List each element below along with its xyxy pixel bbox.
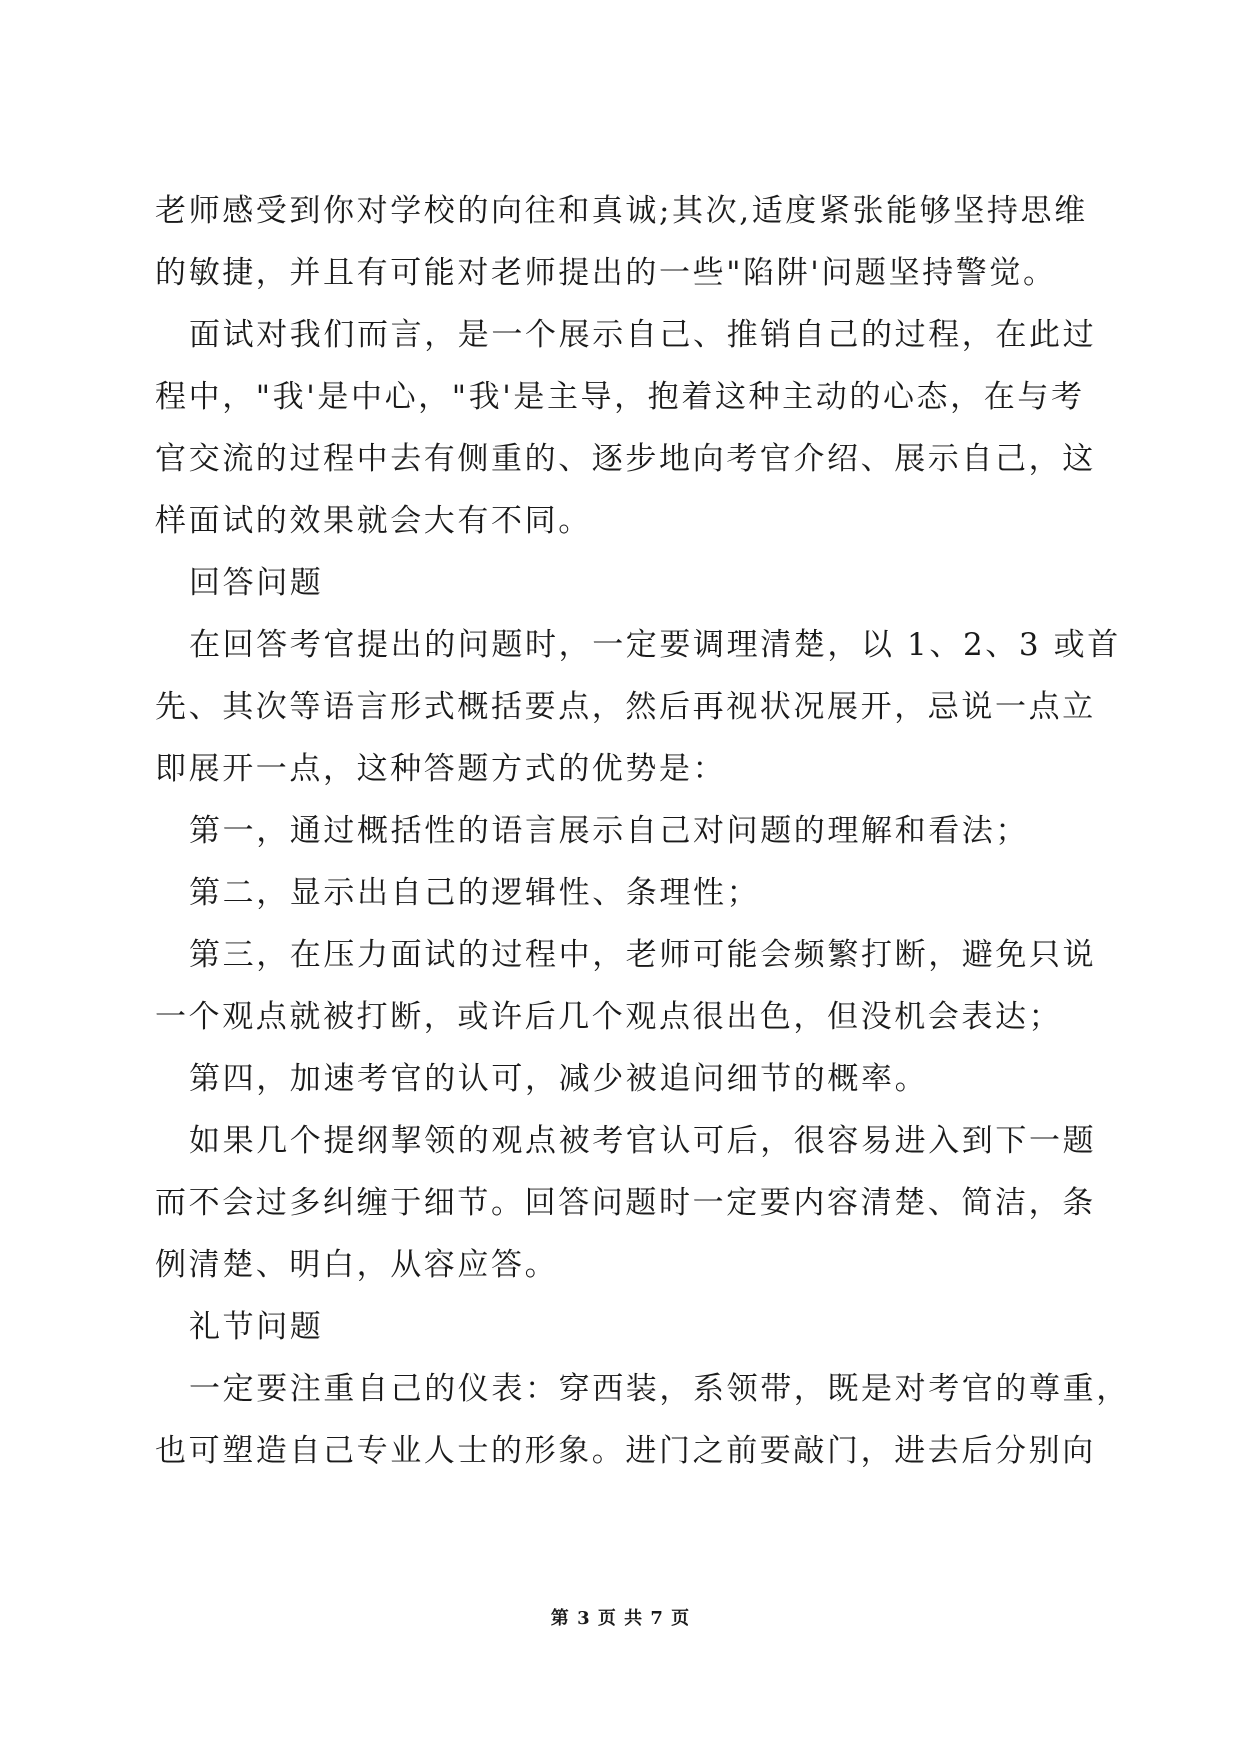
list-item: 第四，加速考官的认可，减少被追问细节的概率。 [189,1061,929,1097]
text-line: 例清楚、明白，从容应答。 [155,1247,559,1283]
section-heading: 礼节问题 [189,1309,324,1345]
text-line: 官交流的过程中去有侧重的、逐步地向考官介绍、展示自己，这 [155,441,1096,477]
section-heading: 回答问题 [189,565,324,601]
text-line: 程中，"我'是中心，"我'是主导，抱着这种主动的心态，在与考 [155,379,1085,415]
list-item: 第二，显示出自己的逻辑性、条理性； [189,875,761,911]
text-line: 一个观点就被打断，或许后几个观点很出色，但没机会表达； [155,999,1063,1035]
text-line: 即展开一点，这种答题方式的优势是： [155,751,727,787]
text-line: 先、其次等语言形式概括要点，然后再视状况展开，忌说一点立 [155,689,1096,725]
text-line: 的敏捷，并且有可能对老师提出的一些"陷阱'问题坚持警觉。 [155,255,1057,291]
text-line: 一定要注重自己的仪表：穿西装，系领带，既是对考官的尊重， [189,1371,1130,1407]
text-line: 面试对我们而言，是一个展示自己、推销自己的过程，在此过 [189,317,1097,353]
text-line: 样面试的效果就会大有不同。 [155,503,592,539]
text-line: 而不会过多纠缠于细节。回答问题时一定要内容清楚、简洁，条 [155,1185,1096,1221]
text-line: 也可塑造自己专业人士的形象。进门之前要敲门，进去后分别向 [155,1433,1096,1469]
text-line: 如果几个提纲挈领的观点被考官认可后，很容易进入到下一题 [189,1123,1097,1159]
text-line: 老师感受到你对学校的向往和真诚;其次,适度紧张能够坚持思维 [155,193,1088,229]
page-number-footer: 第 3 页 共 7 页 [550,1608,691,1629]
list-item: 第一，通过概括性的语言展示自己对问题的理解和看法； [189,813,1029,849]
list-item: 第三，在压力面试的过程中，老师可能会频繁打断，避免只说 [189,937,1097,973]
text-line: 在回答考官提出的问题时，一定要调理清楚，以 1、2、3 或首 [189,627,1121,663]
body-text [155,180,1130,1482]
